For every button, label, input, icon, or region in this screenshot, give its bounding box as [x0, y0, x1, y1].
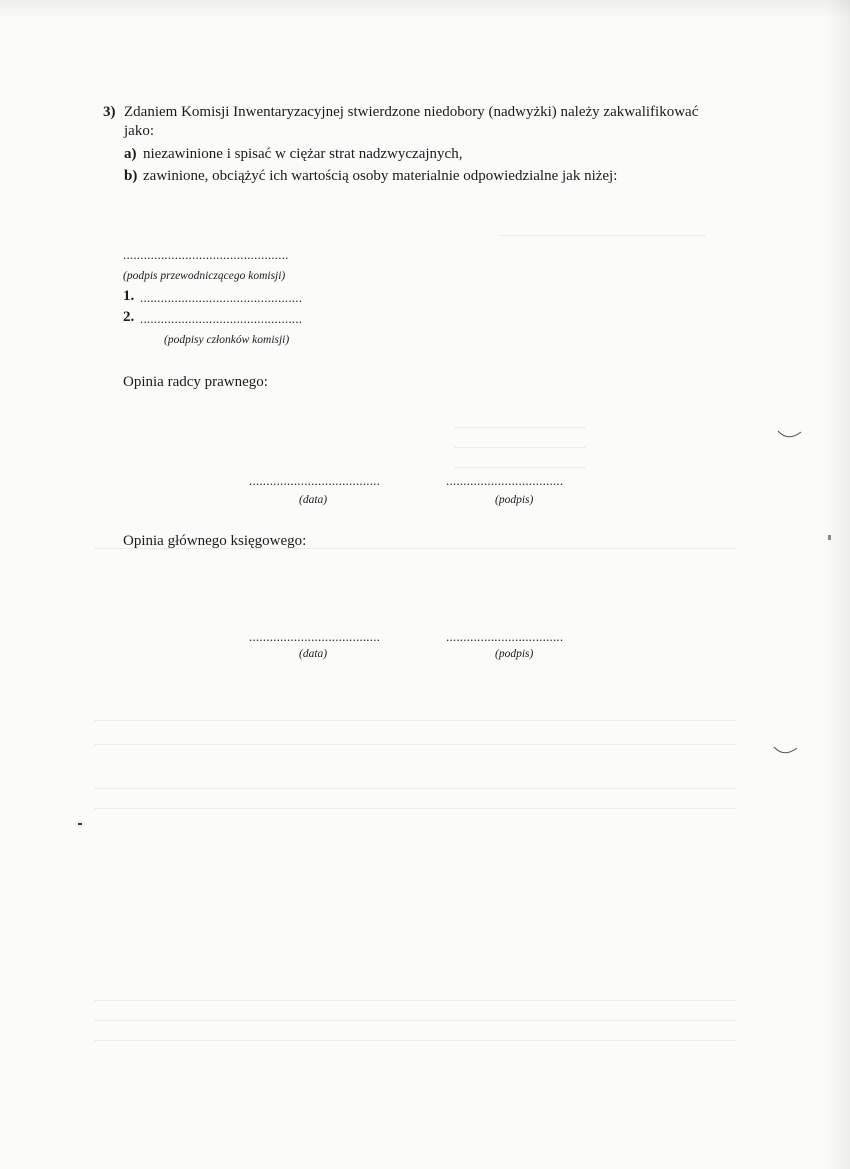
- bleed-through-line: [95, 808, 735, 809]
- member-2-signature-line[interactable]: ...............................................: [140, 311, 303, 326]
- accountant-opinion-date-line[interactable]: ......................................: [249, 629, 381, 644]
- bleed-through-line: [95, 1000, 735, 1001]
- bleed-through-line: [455, 467, 585, 468]
- bleed-through-line: [455, 447, 585, 448]
- scan-mark-icon: [772, 744, 800, 758]
- member-1-signature-line[interactable]: ...............................................: [140, 290, 303, 305]
- member-2-number: 2.: [123, 309, 135, 325]
- option-a-label: a): [124, 146, 137, 162]
- member-1-number: 1.: [123, 288, 135, 304]
- accountant-opinion-signature-line[interactable]: ..................................: [446, 629, 564, 644]
- bleed-through-line: [95, 1040, 735, 1041]
- legal-opinion-date-caption: (data): [299, 494, 328, 506]
- bleed-through-line: [95, 788, 735, 789]
- section-3-line-1: Zdaniem Komisji Inwentaryzacyjnej stwierdzone niedobory (nadwyżki) należy zakwalifikować: [124, 104, 699, 120]
- scan-shadow-top: [0, 0, 850, 18]
- scan-shadow-right: [826, 0, 850, 1169]
- chair-signature-line[interactable]: ................................................: [123, 247, 289, 262]
- bleed-through-line: [95, 720, 735, 721]
- accountant-opinion-title: Opinia głównego księgowego:: [123, 533, 307, 549]
- bleed-through-line: [455, 427, 585, 428]
- legal-opinion-title: Opinia radcy prawnego:: [123, 374, 268, 390]
- option-b-label: b): [124, 168, 138, 184]
- legal-opinion-date-line[interactable]: ......................................: [249, 473, 381, 488]
- members-signature-caption: (podpisy członków komisji): [164, 334, 290, 346]
- option-a-text: niezawinione i spisać w ciężar strat nadzwyczajnych,: [143, 146, 463, 162]
- legal-opinion-signature-line[interactable]: ..................................: [446, 473, 564, 488]
- scan-mark-icon: [776, 428, 804, 442]
- bleed-through-line: [500, 235, 705, 236]
- legal-opinion-signature-caption: (podpis): [495, 494, 534, 506]
- section-3-line-2: jako:: [124, 123, 154, 139]
- accountant-opinion-date-caption: (data): [299, 648, 328, 660]
- bleed-through-line: [95, 744, 735, 745]
- accountant-opinion-signature-caption: (podpis): [495, 648, 534, 660]
- chair-signature-caption: (podpis przewodniczącego komisji): [123, 270, 286, 282]
- bleed-through-line: [95, 1020, 735, 1021]
- scan-speck: [78, 823, 82, 825]
- scan-speck: [828, 535, 831, 540]
- section-3-number: 3): [103, 104, 116, 120]
- option-b-text: zawinione, obciążyć ich wartością osoby materialnie odpowiedzialne jak niżej:: [143, 168, 618, 184]
